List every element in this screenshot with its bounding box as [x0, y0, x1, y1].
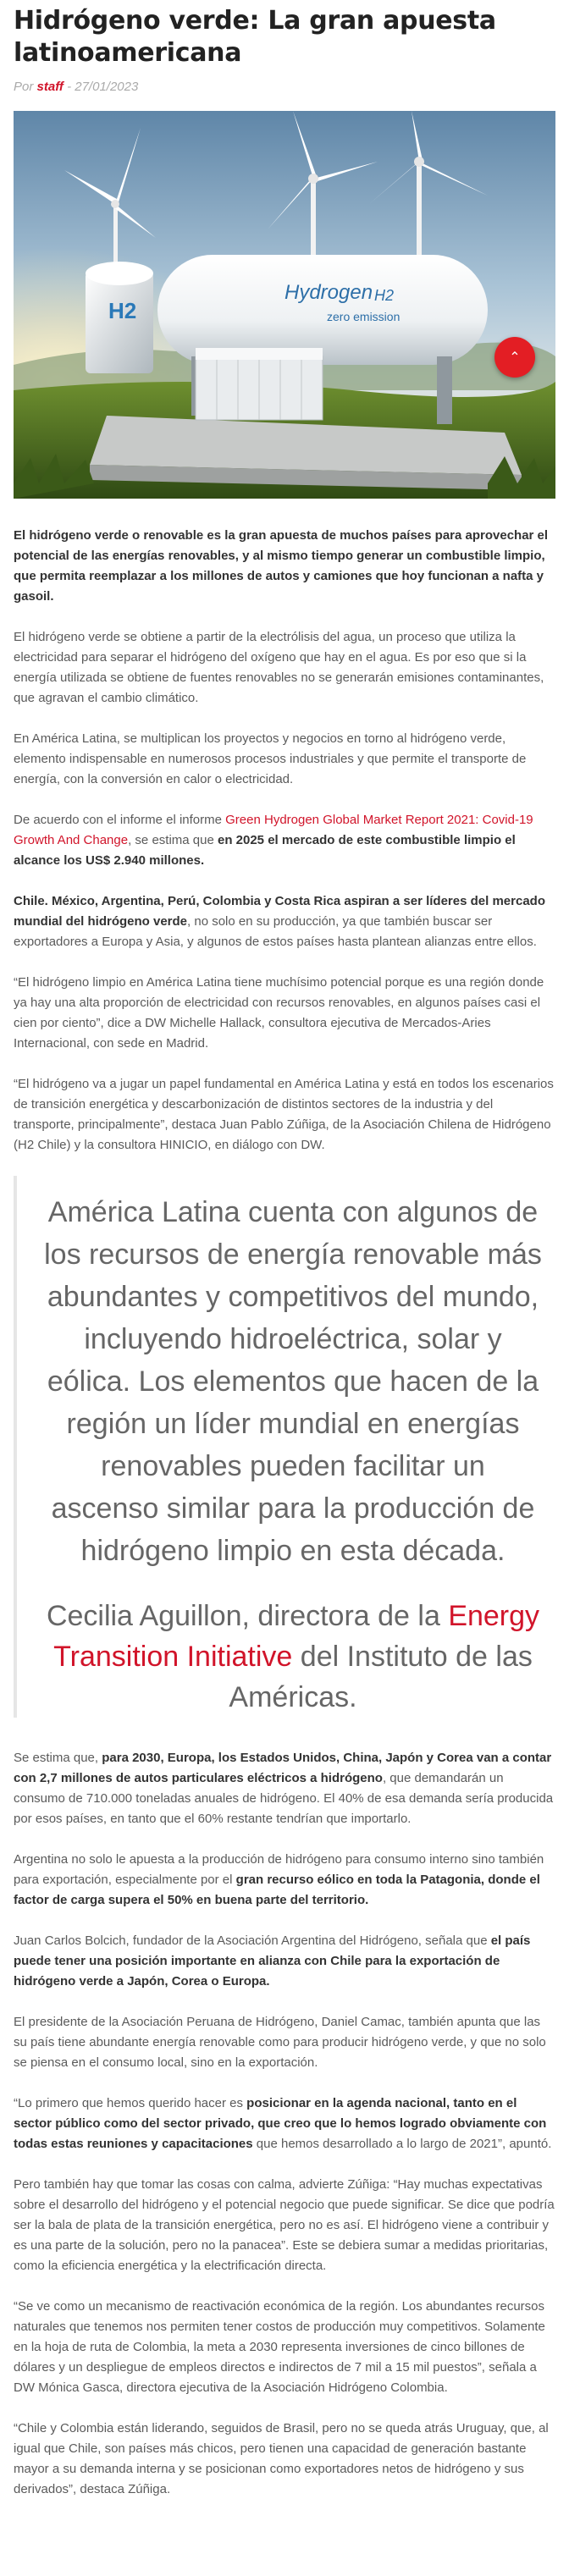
- p11-bold: posicionar en la agenda nacional, tanto en el sector público como del sector privado, que creo que lo hemos logrado obviamente con todas estas reuniones y capacitaciones: [14, 2096, 547, 2151]
- byline: [14, 80, 555, 94]
- svg-text:zero emission: zero emission: [327, 310, 401, 323]
- publish-date: - 27/01/2023: [63, 80, 139, 94]
- paragraph-12: Pero también hay que tomar las cosas con calma, advierte Zúñiga: “Hay muchas expectativas sobre el desarrollo del hidrógeno y el potencial negocio que puede significar. Se dice que podría ser la bala de plata de la transición energética, pero no es así. El hidrógeno viene a contribuir y es una parte de la solución, pero no la panacea”. Este se debiera sumar a medidas prioritarias, como la eficiencia energética y la electrificación directa.: [14, 2177, 555, 2273]
- cite-text-2: del Instituto de las Américas.: [229, 1641, 533, 1713]
- p9-bold: el país puede tener una posición importante en alianza con Chile para la exportación de hidrógeno verde a Japón, Corea o Europa.: [14, 1933, 531, 1989]
- paragraph-10: El presidente de la Asociación Peruana de Hidrógeno, Daniel Camac, también apunta que las su país tiene abundante energía renovable como para producir hidrógeno verde, y que no solo se piensa en el consumo local, sino en la exportación.: [14, 2015, 546, 2070]
- hydrogen-plant-illustration: [14, 111, 555, 499]
- paragraph-5: “El hidrógeno limpio en América Latina tiene muchísimo potencial porque es una región donde ya hay una alta proporción de electricidad con recursos renovables, en algunos países casi el cien por ciento”, dice a DW Michelle Hallack, consultora ejecutiva de Mercados-Aries Internacional, con sede en Madrid.: [14, 975, 544, 1051]
- paragraph-6: “El hidrógeno va a jugar un papel fundamental en América Latina y está en todos los escenarios de transición energética y descarbonización de distintos sectores de la industria y del transporte, principalmente”, destaca Juan Pablo Zúñiga, de la Asociación Chilena de Hidrógeno (H2 Chile) y la consultora HINICIO, en diálogo con DW.: [14, 1077, 554, 1152]
- chevron-up-icon: ⌃: [509, 350, 521, 365]
- energy-transition-link[interactable]: Energy Transition Initiative: [53, 1600, 540, 1673]
- paragraph-3: [14, 810, 555, 871]
- svg-text:H2: H2: [374, 287, 395, 304]
- paragraph-14: “Chile y Colombia están liderando, seguidos de Brasil, pero no se queda atrás Uruguay, que, al igual que Chile, son países más chicos, pero tienen una capacidad de generación bastante mayor a su demanda interna y se posicionan como exportadores netos de hidrógeno y sus derivados”, destaca Zúñiga.: [14, 2421, 549, 2496]
- quote-citation: [44, 1596, 542, 1718]
- p7-text-2: , que demandarán un consumo de 710.000 toneladas anuales de hidrógeno. El 40% de esa demanda sería producida por esos países, en tanto que el 60% restante tendrían que importarlo.: [14, 1771, 554, 1826]
- paragraph-11: [14, 2093, 555, 2154]
- svg-text:H2: H2: [108, 298, 137, 323]
- quote-text: América Latina cuenta con algunos de los recursos de energía renovable más abundantes y competitivos del mundo, incluyendo hidroeléctrica, solar y eólica. Los elementos que hacen de la región un líder mundial en energías renovables pueden facilitar un ascenso similar para la producción de hidrógeno limpio en esta década.: [44, 1196, 542, 1567]
- page-title: Hidrógeno verde: La gran apuesta latinoamericana: [14, 6, 496, 68]
- p8-text: Argentina no solo le apuesta a la producción de hidrógeno para consumo interno sino también para exportación, especialmente por el: [14, 1852, 544, 1887]
- svg-text:Hydrogen: Hydrogen: [284, 281, 373, 304]
- p4-bold: Chile. México, Argentina, Perú, Colombia y Costa Rica aspiran a ser líderes del mercado mundial del hidrógeno verde: [14, 894, 545, 929]
- p7-text-1: Se estima que,: [14, 1751, 102, 1765]
- h2-sphere-tank: [86, 262, 153, 373]
- paragraph-2: En América Latina, se multiplican los proyectos y negocios en torno al hidrógeno verde, elemento indispensable en numerosos procesos industriales y que permite el transporte de energía, con la conversión en calor o electricidad.: [14, 731, 527, 786]
- paragraph-4: [14, 891, 555, 952]
- p3-text-1: De acuerdo con el informe el informe: [14, 813, 226, 827]
- market-report-link[interactable]: Green Hydrogen Global Market Report 2021: Covid-19 Growth And Change: [14, 813, 533, 847]
- p8-bold: gran recurso eólico en toda la Patagonia, donde el factor de carga supera el 50% en buena parte del territorio.: [14, 1873, 540, 1907]
- article-container: [0, 5, 569, 2500]
- author-link[interactable]: staff: [36, 80, 64, 94]
- electrolyser-unit: [196, 348, 323, 420]
- lead-paragraph: El hidrógeno verde o renovable es la gran apuesta de muchos países para aprovechar el potencial de las energías renovables, y al mismo tiempo generar un combustible limpio, que permita reemplazar a los millones de autos y camiones que hoy funcionan a nafta y gasoil.: [14, 528, 549, 604]
- p4-text: , no solo en su producción, ya que también buscar ser exportadores a Europa y Asia, y algunos de estos países hasta plantean alianzas entre ellos.: [14, 914, 537, 949]
- paragraph-9: [14, 1931, 555, 1992]
- p11-text-2: que hemos desarrollado a lo largo de 2021”, apuntó.: [252, 2137, 552, 2151]
- byline-prefix: Por: [14, 80, 37, 94]
- scroll-to-top-button[interactable]: [494, 337, 535, 378]
- paragraph-1: El hidrógeno verde se obtiene a partir de la electrólisis del agua, un proceso que utiliza la electricidad para separar el hidrógeno del oxígeno que hay en el agua. Es por eso que si la energía utilizada se obtiene de fuentes renovables no se generarán emisiones contaminantes, que agravan el cambio climático.: [14, 630, 544, 705]
- paragraph-7: [14, 1748, 555, 1829]
- paragraph-13: “Se ve como un mecanismo de reactivación económica de la región. Los abundantes recursos naturales que tenemos nos permiten tener costos de producción muy competitivos. Solamente en la hoja de ruta de Colombia, la meta a 2030 representa inversiones de cinco billones de dólares y un despliegue de empleos directos e indirectos de 7 mil a 15 mil puestos”, señala a DW Mónica Gasca, directora ejecutiva de la Asociación Hidrógeno Colombia.: [14, 2299, 545, 2395]
- cite-text-1: Cecilia Aguillon, directora de la: [46, 1600, 449, 1632]
- p7-bold: para 2030, Europa, los Estados Unidos, China, Japón y Corea van a contar con 2,7 millones de autos particulares eléctricos a hidrógeno: [14, 1751, 552, 1785]
- p3-bold: en 2025 el mercado de este combustible limpio el alcance los US$ 2.940 millones.: [14, 833, 516, 868]
- paragraph-8: [14, 1850, 555, 1911]
- pull-quote: [14, 1176, 555, 1718]
- p9-text: Juan Carlos Bolcich, fundador de la Asociación Argentina del Hidrógeno, señala que: [14, 1933, 491, 1948]
- p3-text-2: , se estima que: [128, 833, 218, 847]
- hero-image: [14, 111, 555, 499]
- p11-text-1: “Lo primero que hemos querido hacer es: [14, 2096, 247, 2110]
